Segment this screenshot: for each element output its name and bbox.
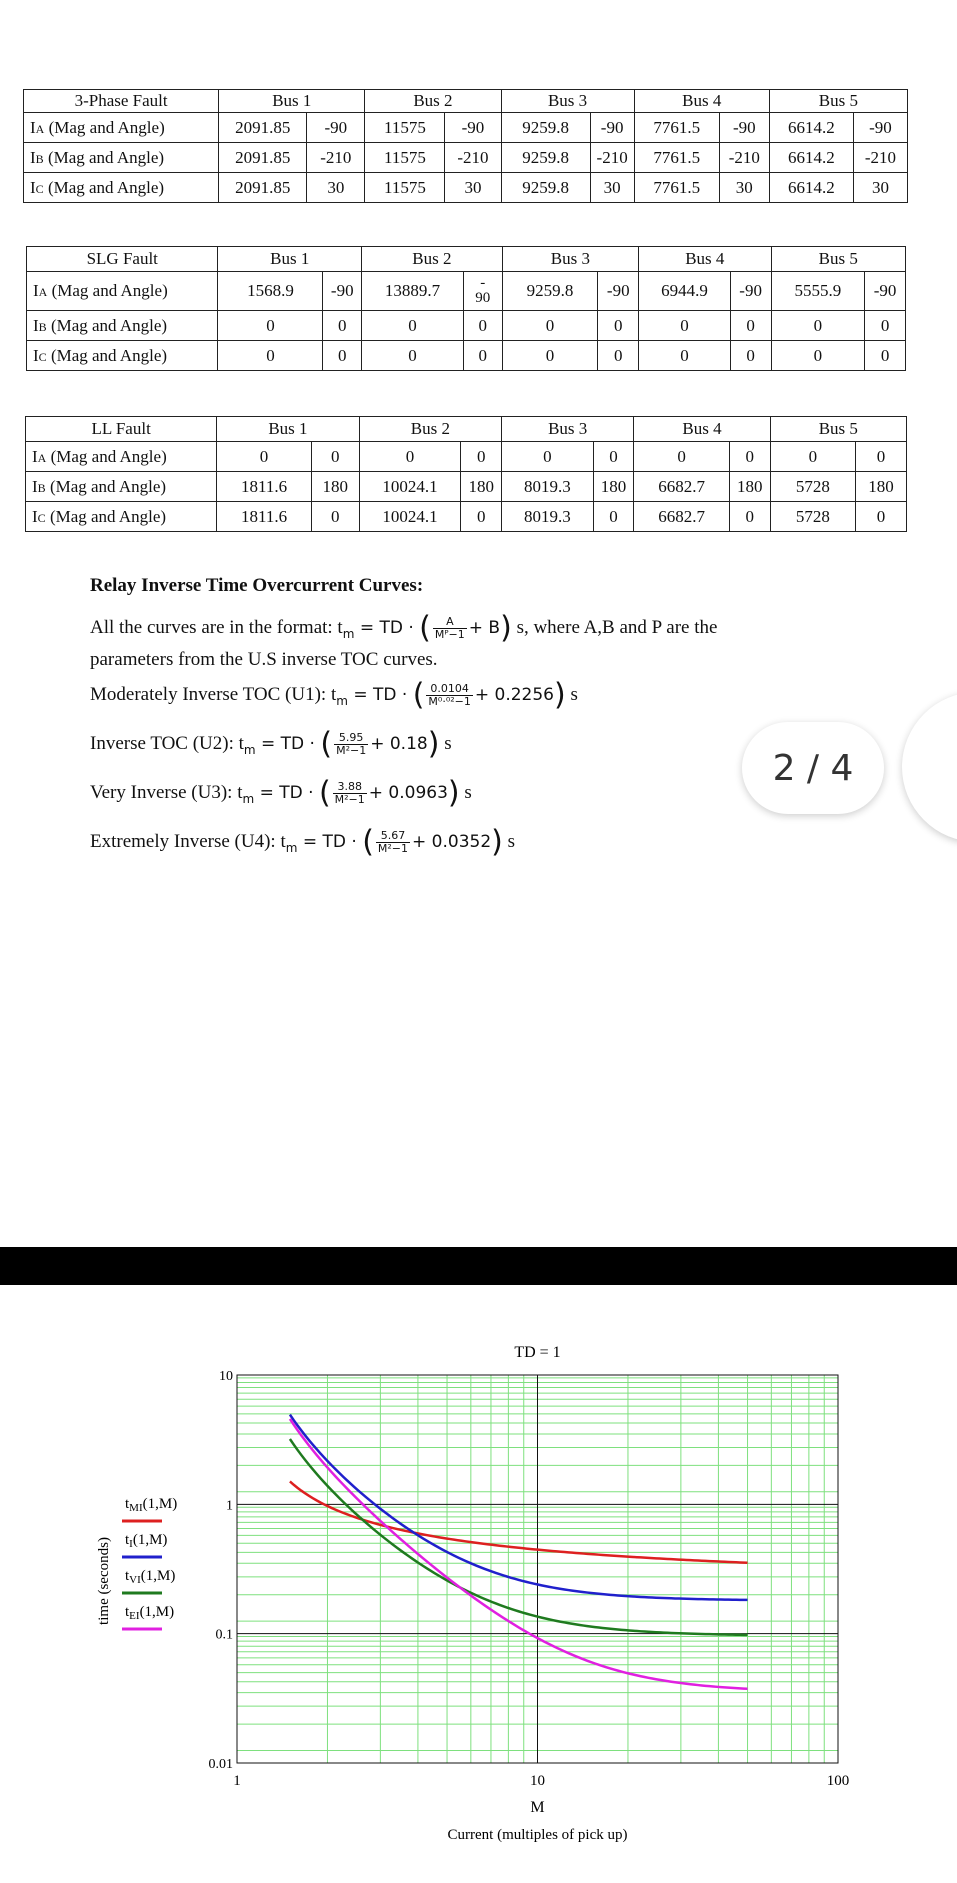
table-row [26, 502, 907, 532]
magnitude-cell: 6682.7 [634, 502, 730, 532]
curve-frac-num: 3.88 [333, 781, 367, 794]
magnitude-cell: 8019.3 [502, 502, 594, 532]
angle-cell: 0 [856, 502, 907, 532]
angle-cell: 0 [461, 502, 502, 532]
phase-desc: (Mag and Angle) [46, 315, 168, 335]
row-label [27, 341, 218, 371]
phase-letter: A [37, 450, 47, 465]
series-line [290, 1439, 748, 1635]
phase-desc: (Mag and Angle) [47, 281, 168, 300]
table-row [26, 442, 907, 472]
x-axis-label: M [530, 1799, 545, 1816]
format-fraction [433, 616, 467, 641]
angle-cell: 0 [729, 442, 770, 472]
angle-cell: 0 [729, 502, 770, 532]
magnitude-cell: 2091.85 [219, 113, 307, 143]
curve-unit: s [502, 831, 516, 852]
angle-cell: 30 [719, 173, 769, 203]
curve-equation: Extremely Inverse (U4): $t_m$ = TD · ( $\frac{5.67}{\text{M²−1}}$ + 0.0352) s [90, 824, 516, 860]
format-text-a: All the curves are in the format: t [90, 617, 343, 638]
magnitude-cell: 8019.3 [502, 472, 594, 502]
table-title: LL Fault [26, 417, 217, 442]
curve-frac-num: 0.0104 [426, 683, 472, 696]
bus-header: Bus 2 [365, 90, 501, 113]
curve-frac-num: 5.67 [376, 830, 410, 843]
magnitude-cell: 0 [217, 442, 312, 472]
row-label [27, 272, 218, 311]
angle-cell: -90 [853, 113, 907, 143]
magnitude-cell: 0 [639, 341, 731, 371]
magnitude-cell: 0 [639, 311, 731, 341]
phase-desc: (Mag and Angle) [46, 345, 168, 365]
row-label [24, 173, 219, 203]
x-axis-sublabel: Current (multiples of pick up) [447, 1827, 628, 1843]
phase-letter: C [38, 349, 47, 364]
curve-sub: m [336, 693, 348, 708]
angle-cell: 0 [598, 341, 639, 371]
x-tick-label: 1 [233, 1773, 241, 1789]
row-label [24, 143, 219, 173]
format-text-d: s, where A,B and P are the [511, 617, 718, 638]
angle-cell: -90 [719, 113, 769, 143]
ll-fault-table [25, 416, 907, 532]
legend-label: $t_{EI}(1,M)$ [125, 1604, 175, 1622]
angle-cell: 0 [323, 311, 362, 341]
curve-unit: s [565, 684, 578, 705]
slg-fault-table [26, 246, 906, 371]
angle-cell: 0 [598, 311, 639, 341]
next-page-edge[interactable] [902, 692, 957, 842]
angle-cell: -90 [865, 272, 906, 311]
magnitude-cell: 0 [218, 341, 323, 371]
curve-frac-den: M²−1 [377, 842, 409, 856]
magnitude-cell: 11575 [365, 173, 445, 203]
x-tick-label: 10 [530, 1773, 545, 1789]
table-row [27, 311, 906, 341]
magnitude-cell: 7761.5 [634, 113, 719, 143]
toc-curves-chart [0, 1285, 957, 1883]
angle-cell: 0 [865, 311, 906, 341]
bus-header: Bus 1 [219, 90, 365, 113]
angle-cell: 180 [729, 472, 770, 502]
angle-cell: 0 [865, 341, 906, 371]
angle-cell: -210 [853, 143, 907, 173]
phase-symbol: I [30, 177, 36, 197]
curve-tail: + 0.18 [370, 734, 428, 754]
curve-equation: Moderately Inverse TOC (U1): $t_m$ = TD · ( $\frac{0.0104}{\text{M⁰·⁰²−1}}$ + 0.2256) s [90, 677, 578, 713]
curve-fraction [334, 732, 368, 757]
phase-symbol: I [33, 281, 39, 300]
magnitude-cell: 0 [770, 442, 855, 472]
magnitude-cell: 11575 [365, 113, 445, 143]
angle-cell: 180 [461, 472, 502, 502]
table-title: 3-Phase Fault [24, 90, 219, 113]
phase-desc: (Mag and Angle) [45, 506, 167, 526]
angle-cell: 0 [311, 442, 359, 472]
curve-eq: = TD · [297, 832, 363, 852]
curve-sub: m [242, 791, 255, 806]
phase-letter: B [37, 480, 46, 495]
magnitude-cell: 13889.7 [362, 272, 464, 311]
bus-header: Bus 3 [502, 247, 638, 272]
angle-cell: -210 [590, 143, 634, 173]
curve-fraction [376, 830, 410, 855]
bus-header: Bus 4 [639, 247, 771, 272]
magnitude-cell: 6614.2 [769, 113, 853, 143]
magnitude-cell: 0 [218, 311, 323, 341]
angle-cell: 180 [311, 472, 359, 502]
magnitude-cell: 2091.85 [219, 173, 307, 203]
angle-cell: 0 [311, 502, 359, 532]
magnitude-cell: 9259.8 [501, 143, 590, 173]
angle-cell: -90 [590, 113, 634, 143]
table-row [27, 272, 906, 311]
phase-desc: (Mag and Angle) [43, 177, 165, 197]
magnitude-cell: 5728 [770, 502, 855, 532]
magnitude-cell: 9259.8 [501, 173, 590, 203]
bus-header: Bus 5 [769, 90, 907, 113]
angle-cell: 0 [730, 341, 771, 371]
bus-header: Bus 1 [218, 247, 362, 272]
curve-unit: s [459, 782, 472, 803]
curve-eq: = TD · [347, 685, 413, 705]
angle-cell: 0 [323, 341, 362, 371]
row-label [26, 442, 217, 472]
magnitude-cell: 0 [362, 341, 464, 371]
curve-tail: + 0.0352 [412, 832, 492, 852]
bus-header: Bus 5 [770, 417, 906, 442]
phase-symbol: I [32, 476, 38, 496]
row-label [26, 472, 217, 502]
y-tick-label: 0.1 [215, 1627, 233, 1643]
curve-equation: Very Inverse (U3): $t_m$ = TD · ( $\frac{3.88}{\text{M²−1}}$ + 0.0963) s [90, 775, 472, 811]
angle-cell: -210 [445, 143, 501, 173]
format-line: All the curves are in the format: $t_m$ = TD · ( $\frac{A}{\text{Mᴾ−1}}$ + B) s, where A,B and P are the [90, 610, 718, 646]
table-row [24, 143, 908, 173]
table-row [24, 173, 908, 203]
magnitude-cell: 9259.8 [501, 113, 590, 143]
curve-equation: Inverse TOC (U2): $t_m$ = TD · ( $\frac{5.95}{\text{M²−1}}$ + 0.18) s [90, 726, 452, 762]
magnitude-cell: 7761.5 [634, 173, 719, 203]
magnitude-cell: 7761.5 [634, 143, 719, 173]
angle-cell: 0 [593, 502, 634, 532]
curve-frac-den: M⁰·⁰²−1 [428, 695, 471, 709]
format-frac-num: A [433, 616, 467, 629]
section-heading: Relay Inverse Time Overcurrent Curves: [90, 575, 424, 596]
bus-header: Bus 2 [362, 247, 503, 272]
phase-letter: C [37, 510, 46, 525]
y-tick-label: 0.01 [208, 1757, 233, 1772]
curve-unit: s [439, 733, 452, 754]
series-line [290, 1419, 748, 1689]
curve-frac-den: M²−1 [336, 744, 367, 758]
angle-cell: 0 [593, 442, 634, 472]
magnitude-cell: 1568.9 [218, 272, 323, 311]
magnitude-cell: 0 [502, 442, 594, 472]
magnitude-cell: 2091.85 [219, 143, 307, 173]
curve-label: Very Inverse (U3): t [90, 782, 243, 803]
angle-cell: 180 [593, 472, 634, 502]
phase-letter: C [35, 181, 44, 196]
phase-desc: (Mag and Angle) [45, 476, 167, 496]
curve-fraction [426, 683, 472, 708]
phase-desc: (Mag and Angle) [44, 117, 165, 137]
angle-cell: -90 [323, 272, 362, 311]
bus-header: Bus 1 [217, 417, 359, 442]
magnitude-cell: 5555.9 [771, 272, 865, 311]
phase-desc: (Mag and Angle) [46, 446, 167, 466]
magnitude-cell: 10024.1 [359, 472, 461, 502]
magnitude-cell: 1811.6 [217, 502, 312, 532]
legend-label: $t_{MI}(1,M)$ [125, 1496, 178, 1514]
phase-symbol: I [30, 147, 36, 167]
format-sub: m [342, 626, 355, 641]
curve-label: Extremely Inverse (U4): t [90, 831, 286, 852]
table-row [26, 472, 907, 502]
curve-eq: = TD · [255, 734, 321, 754]
row-label [26, 502, 217, 532]
bus-header: Bus 3 [502, 417, 634, 442]
curve-label: Inverse TOC (U2): t [90, 733, 244, 754]
format-line-2: parameters from the U.S inverse TOC curves. [90, 649, 438, 670]
phase-letter: A [38, 285, 48, 299]
three-phase-fault-table [23, 89, 908, 203]
format-eq: = TD · [354, 618, 420, 638]
angle-cell: -210 [719, 143, 769, 173]
format-plus-b: + B [468, 618, 501, 638]
angle-cell: -90 [730, 272, 771, 311]
chart-title: TD = 1 [514, 1344, 561, 1361]
phase-symbol: I [33, 345, 39, 365]
table-row [27, 341, 906, 371]
phase-letter: B [38, 319, 47, 334]
magnitude-cell: 0 [359, 442, 461, 472]
legend-label: $t_I(1,M)$ [125, 1532, 168, 1550]
y-tick-label: 1 [226, 1498, 233, 1514]
angle-cell: 0 [461, 442, 502, 472]
phase-symbol: I [33, 315, 39, 335]
phase-letter: B [35, 151, 44, 166]
magnitude-cell: 6614.2 [769, 173, 853, 203]
curve-sub: m [285, 840, 298, 855]
bus-header: Bus 5 [771, 247, 906, 272]
separator-band [0, 1247, 957, 1285]
curve-tail: + 0.0963 [368, 783, 448, 803]
magnitude-cell: 0 [634, 442, 730, 472]
curve-tail: + 0.2256 [474, 685, 554, 705]
bus-header: Bus 2 [359, 417, 501, 442]
magnitude-cell: 5728 [770, 472, 855, 502]
magnitude-cell: 0 [502, 311, 598, 341]
angle-cell: - 90 [463, 272, 502, 311]
angle-cell: 0 [463, 311, 502, 341]
curve-sub: m [243, 742, 256, 757]
bus-header: Bus 3 [501, 90, 634, 113]
magnitude-cell: 0 [362, 311, 464, 341]
bus-header: Bus 4 [634, 417, 770, 442]
x-tick-label: 100 [826, 1773, 850, 1789]
magnitude-cell: 0 [502, 341, 598, 371]
curve-frac-num: 5.95 [334, 732, 368, 745]
magnitude-cell: 1811.6 [217, 472, 312, 502]
phase-symbol: I [32, 506, 38, 526]
row-label [24, 113, 219, 143]
phase-letter: A [35, 121, 45, 136]
legend-label: $t_{VI}(1,M)$ [125, 1568, 176, 1586]
angle-cell: 180 [856, 472, 907, 502]
y-tick-label: 10 [219, 1369, 233, 1384]
magnitude-cell: 0 [771, 311, 865, 341]
curve-eq: = TD · [254, 783, 319, 803]
angle-cell: 30 [445, 173, 501, 203]
magnitude-cell: 6682.7 [634, 472, 730, 502]
page-indicator: 2 / 4 [742, 722, 884, 814]
angle-cell: -90 [307, 113, 365, 143]
curve-fraction [333, 781, 367, 806]
magnitude-cell: 10024.1 [359, 502, 461, 532]
magnitude-cell: 6944.9 [639, 272, 731, 311]
y-axis-label: time (seconds) [96, 1537, 112, 1625]
angle-cell: 0 [730, 311, 771, 341]
phase-symbol: I [30, 117, 36, 137]
phase-symbol: I [32, 446, 38, 466]
bus-header: Bus 4 [634, 90, 769, 113]
angle-cell: 30 [307, 173, 365, 203]
angle-cell: 0 [463, 341, 502, 371]
format-frac-den: Mᴾ−1 [434, 628, 465, 642]
phase-desc: (Mag and Angle) [43, 147, 165, 167]
angle-cell: -210 [307, 143, 365, 173]
magnitude-cell: 0 [771, 341, 865, 371]
curve-frac-den: M²−1 [334, 793, 365, 807]
angle-cell: 0 [856, 442, 907, 472]
angle-cell: 30 [853, 173, 907, 203]
magnitude-cell: 6614.2 [769, 143, 853, 173]
angle-cell: -90 [445, 113, 501, 143]
angle-cell: 30 [590, 173, 634, 203]
curve-label: Moderately Inverse TOC (U1): t [90, 684, 337, 705]
row-label [27, 311, 218, 341]
magnitude-cell: 9259.8 [502, 272, 598, 311]
angle-cell: -90 [598, 272, 639, 311]
table-row [24, 113, 908, 143]
table-title: SLG Fault [27, 247, 218, 272]
magnitude-cell: 11575 [365, 143, 445, 173]
